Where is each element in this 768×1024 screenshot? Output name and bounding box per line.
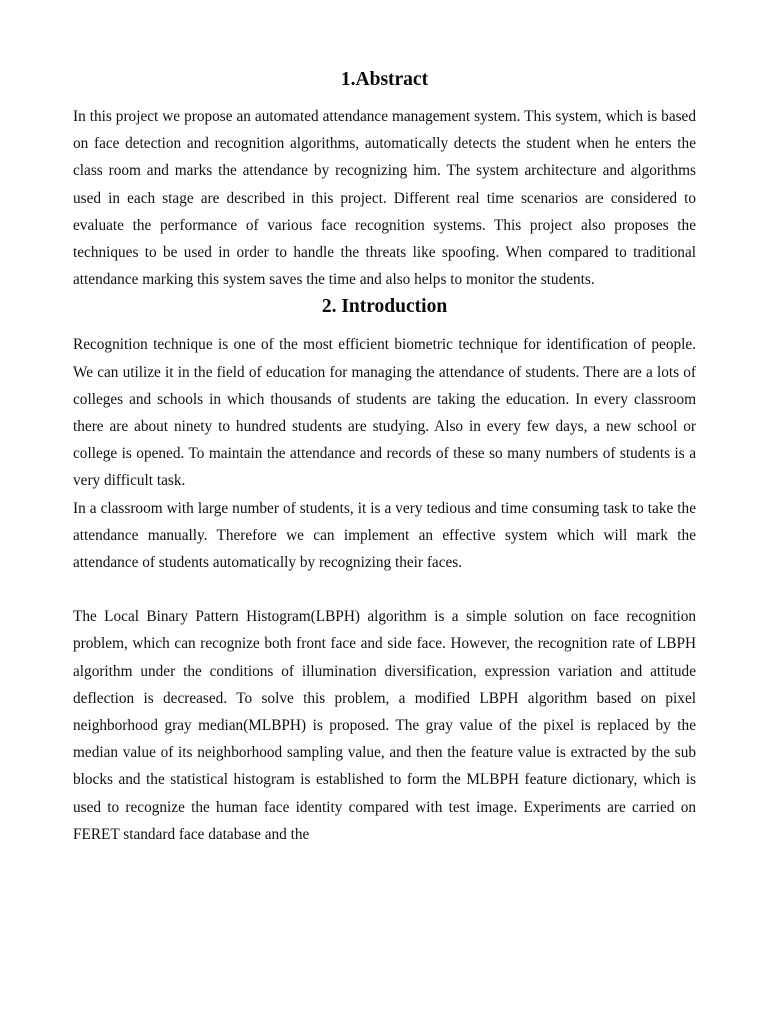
introduction-paragraph-3: The Local Binary Pattern Histogram(LBPH) algorithm is a simple solution on face recognition problem, which can recognize both front face and side face. However, the recognition rate of LBPH algorithm under the conditions of illumination diversification, expression variation and attitude deflection is decreased. To solve this problem, a modified LBPH algorithm based on pixel neighborhood gray median(MLBPH) is proposed. The gray value of the pixel is replaced by the median value of its neighborhood sampling value, and then the feature value is extracted by the sub blocks and the statistical histogram is established to form the MLBPH feature dictionary, which is used to recognize the human face identity compared with test image. Experiments are carried on FERET standard face database and the [73,608,696,843]
introduction-heading: 2. Introduction [321,296,448,318]
abstract-paragraph: In this project we propose an automated attendance management system. This system, which is based on face detection and recognition algorithms, automatically detects the student when he enters the class room and marks the attendance by recognizing him. The system architecture and algorithms used in each stage are described in this project. Different real time scenarios are considered to evaluate the performance of various face recognition systems. This project also proposes the techniques to be used in order to handle the threats like spoofing. When compared to traditional attendance marking this system saves the time and also helps to monitor the students. [73,108,696,289]
introduction-paragraph-2: In a classroom with large number of students, it is a very tedious and time consuming task to take the attendance manually. Therefore we can implement an effective system which will mark the attendance of students automatically by recognizing their faces. [73,499,696,572]
abstract-heading: 1.Abstract [340,69,429,90]
introduction-paragraph-1: Recognition technique is one of the most efficient biometric technique for identification of people. We can utilize it in the field of education for managing the attendance of students. There are a lots of colleges and schools in which thousands of students are taking the education. In every classroom there are about ninety to hundred students are studying. Also in every few days, a new school or college is opened. To maintain the attendance and records of these so many numbers of students is a very difficult task. [73,336,696,490]
